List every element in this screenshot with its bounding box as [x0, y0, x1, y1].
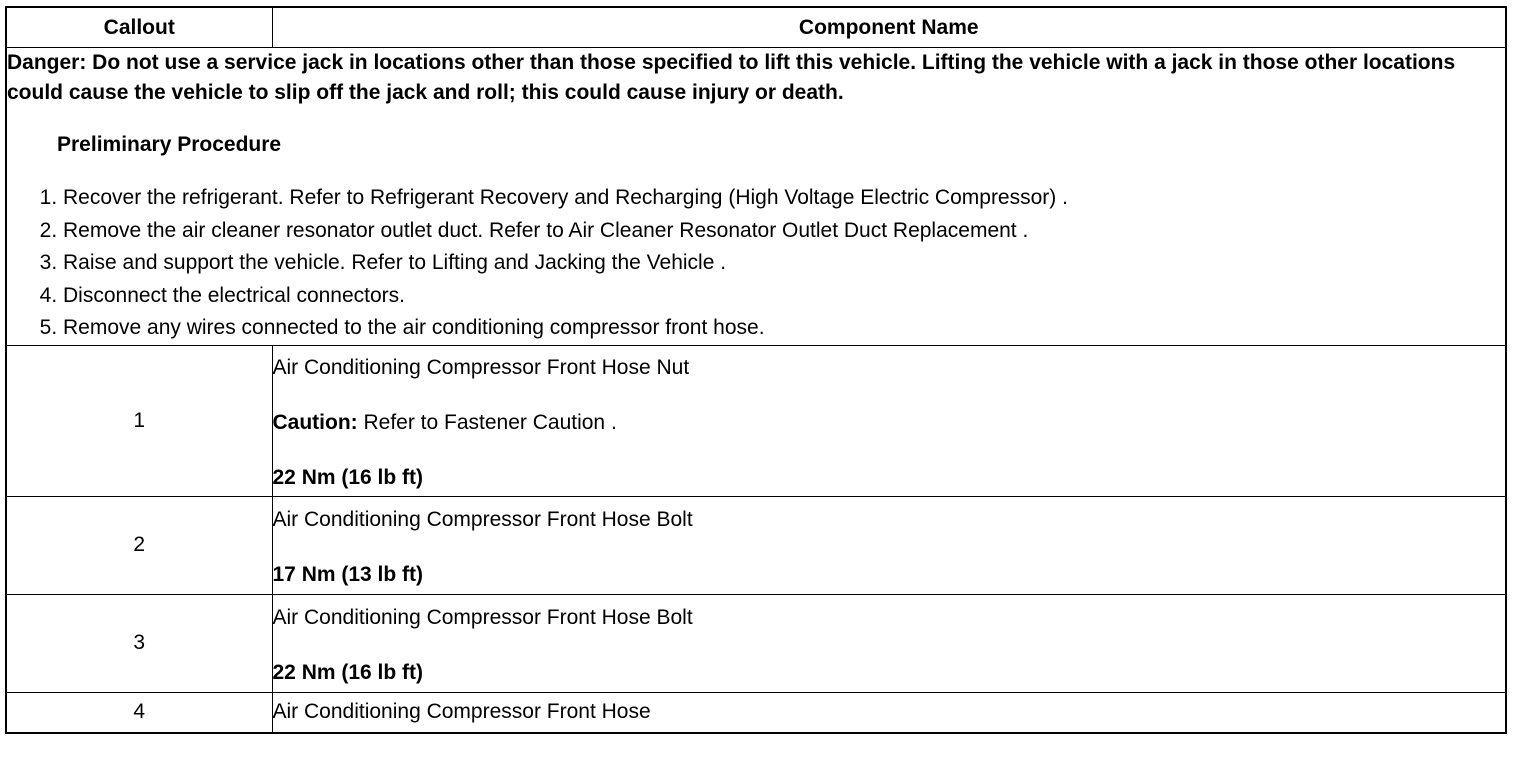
- torque-spec: 22 Nm (16 lb ft): [272, 660, 424, 684]
- component-cell: [272, 496, 1505, 594]
- caution-label: Caution:: [272, 410, 358, 434]
- step-item: 3. Raise and support the vehicle. Refer to Lifting and Jacking the Vehicle .: [63, 247, 1505, 280]
- component-cell: [272, 345, 1505, 496]
- callout-number: 1: [7, 345, 272, 496]
- component-table-container: [5, 6, 1507, 734]
- callout-number: 2: [7, 496, 272, 594]
- torque-spec: 22 Nm (16 lb ft): [272, 465, 424, 489]
- step-item: 1. Recover the refrigerant. Refer to Refrigerant Recovery and Recharging (High Voltage Electric Compressor) .: [63, 182, 1505, 215]
- component-cell: [272, 594, 1505, 692]
- component-name: Air Conditioning Compressor Front Hose: [272, 700, 651, 723]
- caution-note: [273, 407, 1506, 439]
- notes-row: [7, 48, 1505, 346]
- component-name: Air Conditioning Compressor Front Hose Bolt: [272, 605, 693, 629]
- notes-cell: [7, 48, 1505, 346]
- caution-text: Refer to Fastener Caution .: [357, 410, 617, 434]
- callout-number: 3: [7, 594, 272, 692]
- table-row: [7, 692, 1505, 732]
- step-item: 4. Disconnect the electrical connectors.: [63, 280, 1505, 313]
- component-name: Air Conditioning Compressor Front Hose Nut: [272, 355, 690, 379]
- header-row: [7, 8, 1505, 48]
- table-row: [7, 345, 1505, 496]
- step-item: 5. Remove any wires connected to the air conditioning compressor front hose.: [63, 312, 1505, 345]
- step-item: 2. Remove the air cleaner resonator outlet duct. Refer to Air Cleaner Resonator Outlet Duct Replacement .: [63, 215, 1505, 248]
- torque-spec: 17 Nm (13 lb ft): [272, 562, 424, 586]
- preliminary-steps-list: [7, 182, 1505, 345]
- component-name-column-header: Component Name: [272, 8, 1505, 48]
- danger-warning: Danger: Do not use a service jack in locations other than those specified to lift this vehicle. Lifting the vehicle with a jack in those other locations could cause the vehicle to slip off the jack and roll; this could cause injury or death.: [7, 51, 1456, 104]
- preliminary-procedure-title: Preliminary Procedure: [57, 133, 282, 156]
- component-name: Air Conditioning Compressor Front Hose Bolt: [272, 507, 693, 531]
- callout-number: 4: [7, 692, 272, 732]
- component-cell: [272, 692, 1505, 732]
- table-row: [7, 594, 1505, 692]
- callout-column-header: Callout: [7, 8, 272, 48]
- table-row: [7, 496, 1505, 594]
- component-table: [7, 8, 1505, 732]
